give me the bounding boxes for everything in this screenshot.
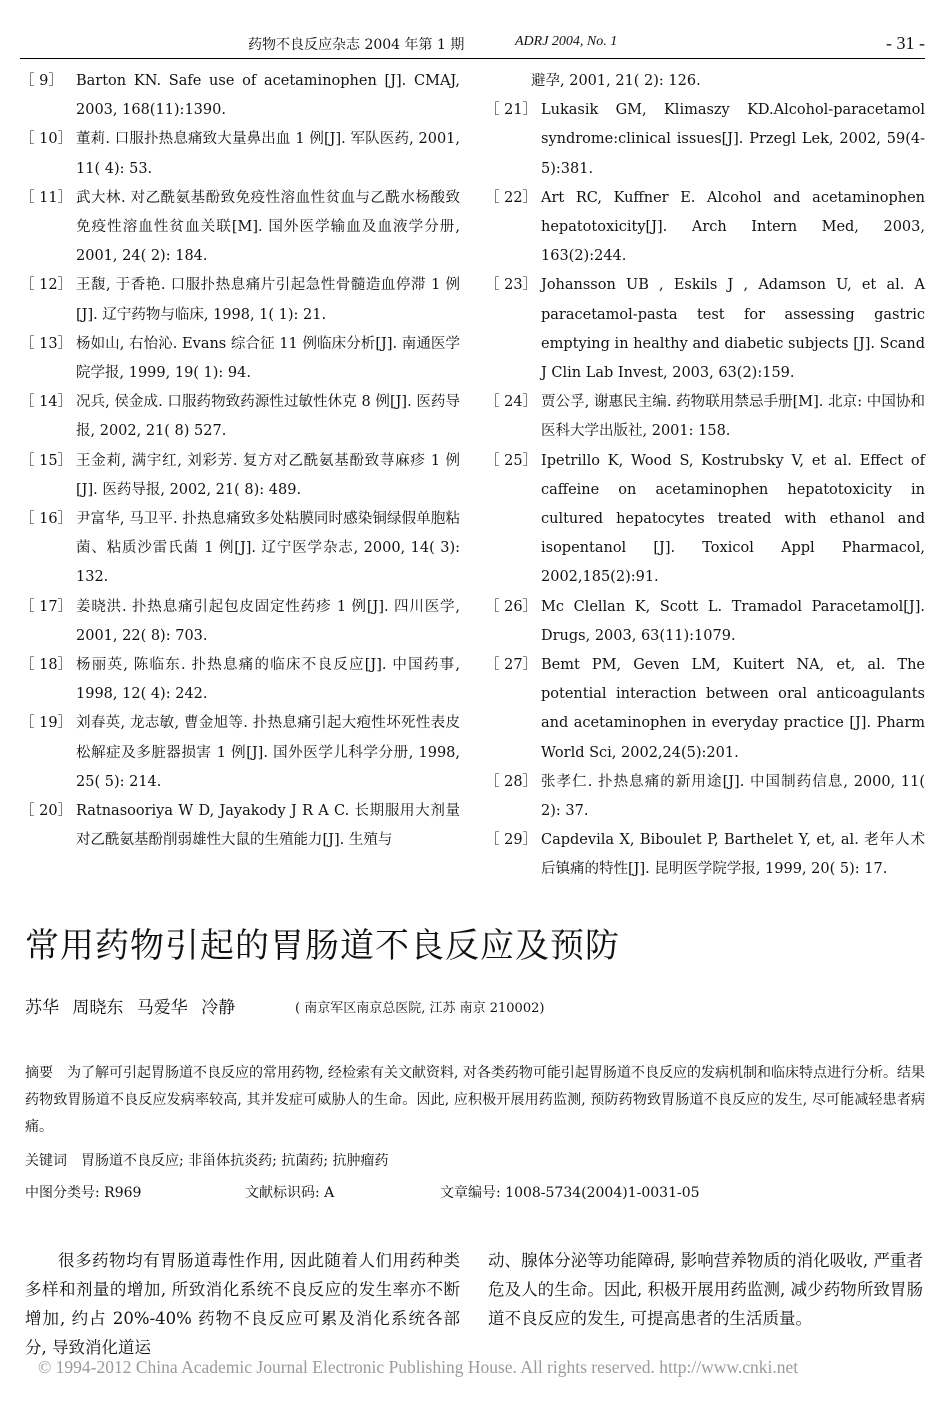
article-title: 常用药物引起的胃肠道不良反应及预防: [25, 925, 620, 966]
reference-item: [20, 593, 460, 651]
reference-text: 杨丽英, 陈临东. 扑热息痛的临床不良反应[J]. 中国药事, 1998, 12( 4): 242.: [76, 657, 460, 703]
reference-item: [485, 593, 925, 651]
reference-number: ［ 24］: [485, 394, 538, 411]
reference-number: ［ 16］: [20, 511, 73, 528]
reference-number: ［ 12］: [20, 277, 73, 294]
reference-number: ［ 26］: [485, 598, 538, 615]
reference-text: 杨如山, 右怡沁. Evans 综合征 11 例临床分析[J]. 南通医学院学报, 1999, 19( 1): 94.: [76, 335, 460, 382]
reference-number: ［ 25］: [485, 452, 538, 469]
reference-item: [20, 447, 460, 505]
reference-number: ［ 28］: [485, 773, 538, 790]
reference-number: ［ 20］: [20, 803, 73, 820]
reference-text: Lukasik GM, Klimaszy KD.Alcohol-paracetamol syndrome:clinical issues[J]. Przegl Lek, 2002, 59(4-5):381.: [541, 102, 925, 177]
document-code: 文献标识码: A: [245, 1185, 335, 1201]
reference-text: 张孝仁. 扑热息痛的新用途[J]. 中国制药信息, 2000, 11( 2): 37.: [541, 773, 925, 820]
reference-text: Mc Clellan K, Scott L. Tramadol Paracetamol[J]. Drugs, 2003, 63(11):1079.: [541, 598, 925, 644]
reference-number: ［ 18］: [20, 657, 73, 674]
reference-number: ［ 15］: [20, 452, 73, 469]
reference-item: [20, 184, 460, 272]
reference-text: Art RC, Kuffner E. Alcohol and acetaminophen hepatotoxicity[J]. Arch Intern Med, 2003, 163(2):244.: [541, 189, 925, 265]
reference-item: [20, 709, 460, 797]
reference-item: [20, 67, 460, 125]
reference-number: ［ 21］: [485, 102, 538, 119]
reference-item: [20, 797, 460, 855]
reference-text: 避孕, 2001, 21( 2): 126.: [531, 73, 701, 89]
reference-item: [485, 271, 925, 388]
reference-item: [485, 768, 925, 826]
reference-item: [20, 125, 460, 183]
reference-text: 王馥, 于香艳. 口服扑热息痛片引起急性骨髓造血停滞 1 例[J]. 辽宁药物与临床, 1998, 1( 1): 21.: [76, 277, 460, 323]
reference-item: [20, 388, 460, 446]
reference-number: ［ 9］: [20, 73, 63, 89]
reference-item: [20, 505, 460, 593]
keywords-label: 关键词: [25, 1153, 67, 1169]
reference-text: Capdevila X, Biboulet P, Barthelet Y, et, al. 老年人术后镇痛的特性[J]. 昆明医学院学报, 1999, 20( 5): 17.: [541, 832, 925, 878]
references-left-column: [20, 67, 460, 855]
reference-number: ［ 19］: [20, 715, 73, 732]
reference-text: 贾公孚, 谢惠民主编. 药物联用禁忌手册[M]. 北京: 中国协和医科大学出版社, 2001: 158.: [541, 394, 925, 440]
body-text-left: 很多药物均有胃肠道毒性作用, 因此随着人们用药种类多样和剂量的增加, 所致消化系统不良反应的发生率亦不断增加, 约占 20%-40% 药物不良反应可累及消化系统各部分, 导致消化道运: [25, 1251, 460, 1357]
body-text-right: 动、腺体分泌等功能障碍, 影响营养物质的消化吸收, 严重者危及人的生命。因此, 积极开展用药监测, 减少药物所致胃肠道不良反应的发生, 可提高患者的生活质量。: [488, 1251, 923, 1328]
keywords: [25, 1150, 389, 1170]
reference-text: 董莉. 口服扑热息痛致大量鼻出血 1 例[J]. 军队医药, 2001, 11( 4): 53.: [76, 131, 460, 177]
reference-item: [485, 447, 925, 593]
reference-item: [485, 388, 925, 446]
reference-continuation: [485, 67, 925, 96]
reference-text: Ratnasooriya W D, Jayakody J R A C. 长期服用大剂量对乙酰氨基酚削弱雄性大鼠的生殖能力[J]. 生殖与: [76, 803, 460, 849]
reference-text: 刘春英, 龙志敏, 曹金旭等. 扑热息痛引起大疱性坏死性表皮松解症及多脏器损害 1 例[J]. 国外医学儿科学分册, 1998, 25( 5): 214.: [76, 715, 460, 790]
reference-item: [485, 96, 925, 184]
abstract-text: 为了解可引起胃肠道不良反应的常用药物, 经检索有关文献资料, 对各类药物可能引起胃肠道不良反应的发病机制和临床特点进行分析。结果药物致胃肠道不良反应发病率较高, 其并发症可威胁人的生命。因此, 应积极开展用药监测, 预防药物致胃肠道不良反应的发生, 尽可能减轻患者病痛。: [25, 1065, 925, 1135]
running-header: [20, 28, 925, 59]
reference-item: [485, 651, 925, 768]
abstract: [25, 1060, 925, 1141]
reference-number: ［ 11］: [20, 189, 73, 206]
reference-number: ［ 27］: [485, 657, 538, 674]
reference-number: ［ 13］: [20, 335, 73, 352]
copyright-watermark: © 1994-2012 China Academic Journal Electronic Publishing House. All rights reserved. http://www.cnki.net: [38, 1357, 799, 1377]
reference-item: [485, 184, 925, 272]
reference-item: [20, 271, 460, 329]
reference-number: ［ 22］: [485, 189, 538, 206]
reference-text: Bemt PM, Geven LM, Kuitert NA, et, al. The potential interaction between oral anticoagulants and acetaminophen in everyday practice [J]. Pharm World Sci, 2002,24(5):201.: [541, 657, 925, 761]
reference-number: ［ 29］: [485, 832, 538, 849]
reference-number: ［ 17］: [20, 598, 73, 615]
author-list: 苏华 周晓东 马爱华 冷静: [25, 998, 236, 1018]
journal-abbrev: ADRJ 2004, No. 1: [515, 34, 618, 49]
reference-number: ［ 23］: [485, 277, 538, 294]
reference-text: 尹富华, 马卫平. 扑热息痛致多处粘膜同时感染铜绿假单胞粘菌、粘质沙雷氏菌 1 例[J]. 辽宁医学杂志, 2000, 14( 3): 132.: [76, 511, 460, 586]
reference-text: 王金莉, 满宇红, 刘彩芳. 复方对乙酰氨基酚致荨麻疹 1 例[J]. 医药导报, 2002, 21( 8): 489.: [76, 452, 460, 498]
reference-number: ［ 10］: [20, 131, 73, 148]
reference-text: Barton KN. Safe use of acetaminophen [J]. CMAJ, 2003, 168(11):1390.: [76, 73, 460, 119]
reference-item: [20, 330, 460, 388]
reference-text: 姜晓洪. 扑热息痛引起包皮固定性药疹 1 例[J]. 四川医学, 2001, 22( 8): 703.: [76, 598, 460, 644]
reference-item: [20, 651, 460, 709]
reference-text: Ipetrillo K, Wood S, Kostrubsky V, et al. Effect of caffeine on acetaminophen hepatotoxicity in cultured hepatocytes treated with ethanol and isopentanol [J]. Toxicol Appl Pharmacol, 2002,185(2):91.: [541, 452, 925, 586]
abstract-label: 摘要: [25, 1065, 54, 1081]
reference-text: 况兵, 侯金成. 口服药物致药源性过敏性休克 8 例[J]. 医药导报, 2002, 21( 8) 527.: [76, 394, 460, 440]
reference-text: Johansson UB , Eskils J , Adamson U, et al. A paracetamol-pasta test for assessing gastric emptying in healthy and diabetic subjects [J]. Scand J Clin Lab Invest, 2003, 63(2):159.: [541, 277, 925, 382]
reference-number: ［ 14］: [20, 394, 73, 411]
clc-number: 中图分类号: R969: [25, 1185, 142, 1201]
page-number: - 31 -: [886, 33, 925, 53]
author-affiliation: ( 南京军区南京总医院, 江苏 南京 210002): [295, 1001, 545, 1016]
journal-name: 药物不良反应杂志 2004 年第 1 期: [248, 37, 465, 53]
references-right-column: [485, 67, 925, 885]
reference-item: [485, 826, 925, 884]
article-number: 文章编号: 1008-5734(2004)1-0031-05: [440, 1185, 700, 1201]
reference-text: 武大林. 对乙酰氨基酚致免疫性溶血性贫血与乙酰水杨酸致免疫性溶血性贫血关联[M]. 国外医学输血及血液学分册, 2001, 24( 2): 184.: [76, 189, 460, 265]
keywords-text: 胃肠道不良反应; 非甾体抗炎药; 抗菌药; 抗肿瘤药: [81, 1153, 389, 1169]
